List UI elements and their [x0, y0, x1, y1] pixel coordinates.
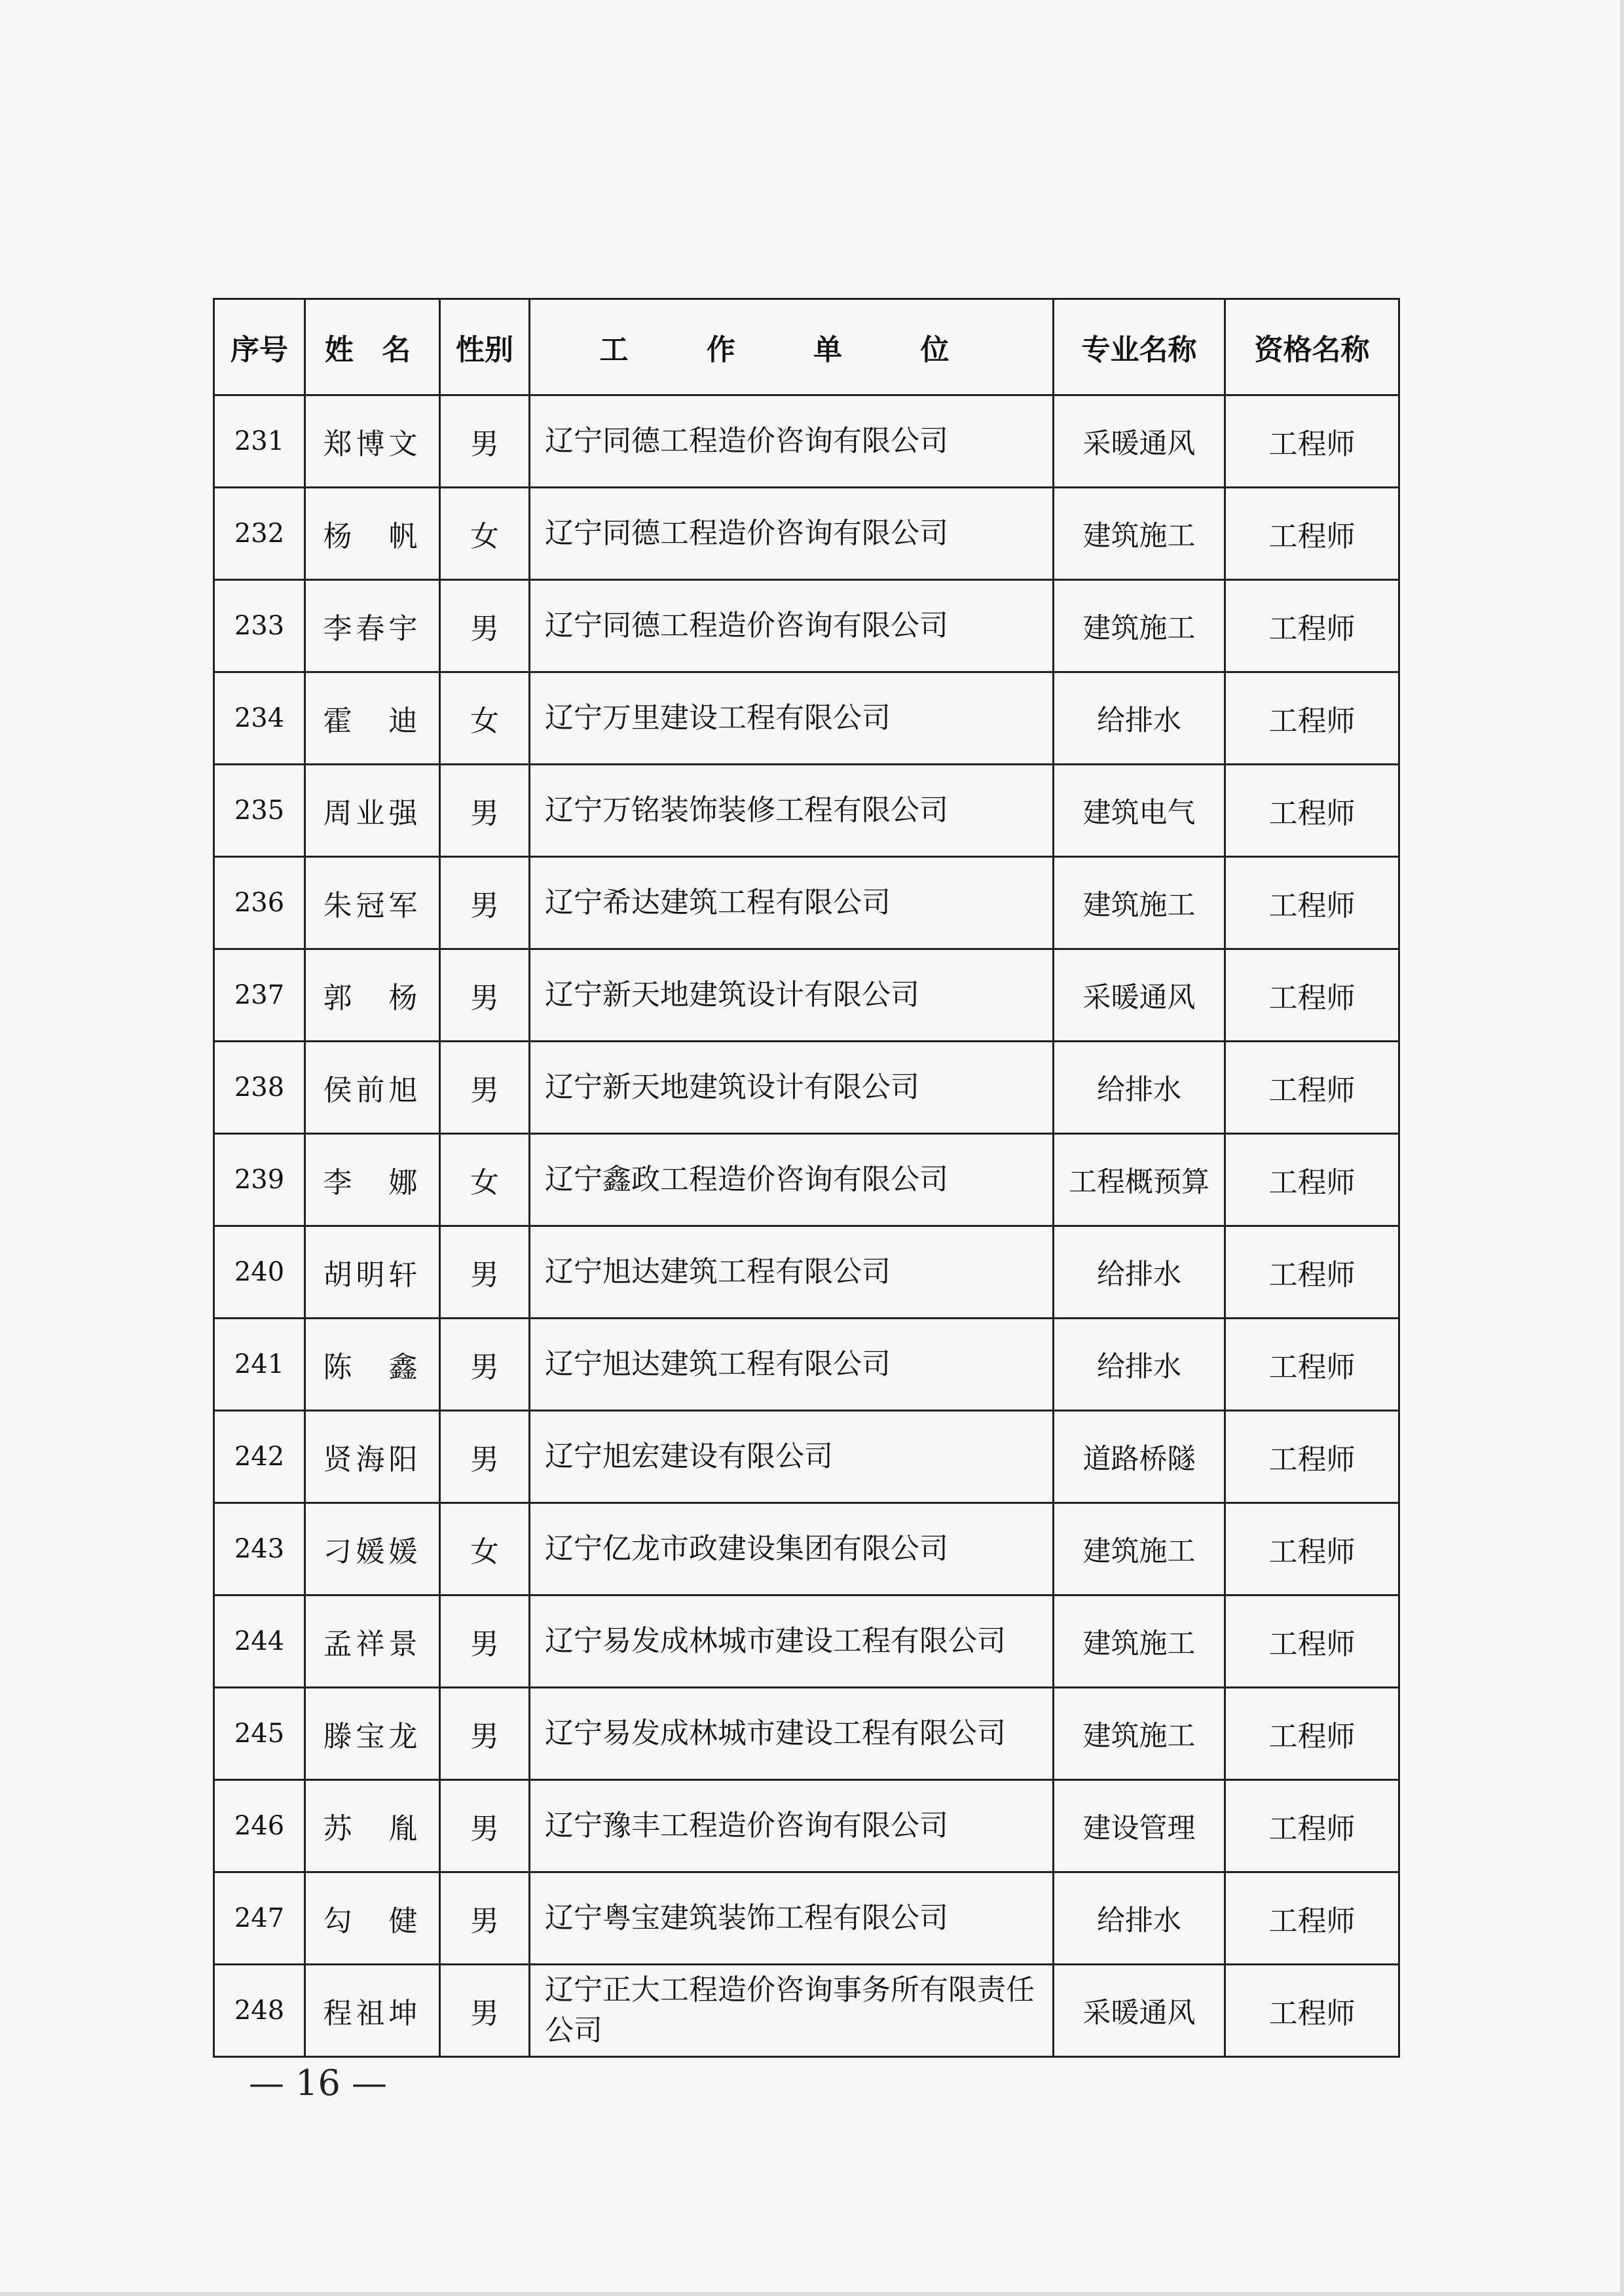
gender-cell: 男 — [440, 1319, 530, 1411]
qualification-cell: 工程师 — [1225, 580, 1399, 672]
table-row — [214, 488, 1399, 580]
serial-number-cell: 239 — [214, 1134, 305, 1226]
work-unit-cell: 辽宁同德工程造价咨询有限公司 — [530, 395, 1054, 488]
major-cell: 建筑施工 — [1054, 580, 1225, 672]
table-row — [214, 1965, 1399, 2057]
name-cell: 勾 健 — [305, 1872, 440, 1965]
header-gender: 性别 — [440, 299, 530, 395]
header-row — [214, 299, 1399, 395]
gender-cell: 女 — [440, 1503, 530, 1595]
major-cell: 建筑施工 — [1054, 488, 1225, 580]
table-row — [214, 1595, 1399, 1688]
qualification-cell: 工程师 — [1225, 1226, 1399, 1319]
major-cell: 建筑施工 — [1054, 1503, 1225, 1595]
header-serial-number: 序号 — [214, 299, 305, 395]
gender-cell: 男 — [440, 1872, 530, 1965]
work-unit-cell: 辽宁亿龙市政建设集团有限公司 — [530, 1503, 1054, 1595]
serial-number-cell: 243 — [214, 1503, 305, 1595]
page-number: — 16 — — [249, 2062, 388, 2104]
work-unit-cell: 辽宁新天地建筑设计有限公司 — [530, 949, 1054, 1042]
work-unit-cell: 辽宁同德工程造价咨询有限公司 — [530, 488, 1054, 580]
name-cell: 侯前旭 — [305, 1042, 440, 1134]
qualification-cell: 工程师 — [1225, 488, 1399, 580]
major-cell: 给排水 — [1054, 1042, 1225, 1134]
major-cell: 建筑施工 — [1054, 857, 1225, 949]
serial-number-cell: 246 — [214, 1780, 305, 1872]
header-qualification: 资格名称 — [1225, 299, 1399, 395]
work-unit-cell: 辽宁旭达建筑工程有限公司 — [530, 1226, 1054, 1319]
name-cell: 周业强 — [305, 765, 440, 857]
name-cell: 贤海阳 — [305, 1411, 440, 1503]
serial-number-cell: 247 — [214, 1872, 305, 1965]
table-row — [214, 1042, 1399, 1134]
major-cell: 给排水 — [1054, 1872, 1225, 1965]
table-row — [214, 1319, 1399, 1411]
header-major: 专业名称 — [1054, 299, 1225, 395]
name-cell: 滕宝龙 — [305, 1688, 440, 1780]
gender-cell: 男 — [440, 949, 530, 1042]
work-unit-cell: 辽宁旭宏建设有限公司 — [530, 1411, 1054, 1503]
work-unit-cell: 辽宁易发成林城市建设工程有限公司 — [530, 1688, 1054, 1780]
work-unit-cell: 辽宁易发成林城市建设工程有限公司 — [530, 1595, 1054, 1688]
qualification-cell: 工程师 — [1225, 1319, 1399, 1411]
serial-number-cell: 248 — [214, 1965, 305, 2057]
gender-cell: 男 — [440, 1042, 530, 1134]
gender-cell: 男 — [440, 765, 530, 857]
table-row — [214, 857, 1399, 949]
serial-number-cell: 235 — [214, 765, 305, 857]
table-row — [214, 580, 1399, 672]
qualification-cell: 工程师 — [1225, 1780, 1399, 1872]
major-cell: 给排水 — [1054, 672, 1225, 765]
name-cell: 陈 鑫 — [305, 1319, 440, 1411]
gender-cell: 男 — [440, 580, 530, 672]
serial-number-cell: 231 — [214, 395, 305, 488]
name-cell: 朱冠军 — [305, 857, 440, 949]
work-unit-cell: 辽宁正大工程造价咨询事务所有限责任公司 — [530, 1965, 1054, 2057]
name-cell: 程祖坤 — [305, 1965, 440, 2057]
work-unit-cell: 辽宁新天地建筑设计有限公司 — [530, 1042, 1054, 1134]
header-work-unit: 工 作 单 位 — [530, 299, 1054, 395]
serial-number-cell: 238 — [214, 1042, 305, 1134]
work-unit-cell: 辽宁同德工程造价咨询有限公司 — [530, 580, 1054, 672]
qualification-cell: 工程师 — [1225, 1042, 1399, 1134]
gender-cell: 男 — [440, 1226, 530, 1319]
serial-number-cell: 233 — [214, 580, 305, 672]
table-row — [214, 949, 1399, 1042]
qualification-cell: 工程师 — [1225, 395, 1399, 488]
qualification-cell: 工程师 — [1225, 1965, 1399, 2057]
gender-cell: 男 — [440, 1688, 530, 1780]
gender-cell: 女 — [440, 488, 530, 580]
qualification-cell: 工程师 — [1225, 949, 1399, 1042]
name-cell: 苏 胤 — [305, 1780, 440, 1872]
table-row — [214, 1780, 1399, 1872]
work-unit-cell: 辽宁旭达建筑工程有限公司 — [530, 1319, 1054, 1411]
serial-number-cell: 241 — [214, 1319, 305, 1411]
name-cell: 李 娜 — [305, 1134, 440, 1226]
gender-cell: 男 — [440, 395, 530, 488]
gender-cell: 男 — [440, 1780, 530, 1872]
table-row — [214, 765, 1399, 857]
serial-number-cell: 240 — [214, 1226, 305, 1319]
name-cell: 李春宇 — [305, 580, 440, 672]
table-row — [214, 672, 1399, 765]
serial-number-cell: 236 — [214, 857, 305, 949]
major-cell: 给排水 — [1054, 1319, 1225, 1411]
major-cell: 工程概预算 — [1054, 1134, 1225, 1226]
table-row — [214, 1226, 1399, 1319]
major-cell: 建筑施工 — [1054, 1688, 1225, 1780]
qualification-cell: 工程师 — [1225, 672, 1399, 765]
table-row — [214, 1872, 1399, 1965]
gender-cell: 男 — [440, 857, 530, 949]
qualification-cell: 工程师 — [1225, 1411, 1399, 1503]
serial-number-cell: 237 — [214, 949, 305, 1042]
major-cell: 道路桥隧 — [1054, 1411, 1225, 1503]
major-cell: 采暖通风 — [1054, 1965, 1225, 2057]
personnel-table — [213, 298, 1400, 2058]
name-cell: 杨 帆 — [305, 488, 440, 580]
qualification-cell: 工程师 — [1225, 1134, 1399, 1226]
gender-cell: 男 — [440, 1965, 530, 2057]
work-unit-cell: 辽宁鑫政工程造价咨询有限公司 — [530, 1134, 1054, 1226]
header-name: 姓 名 — [305, 299, 440, 395]
serial-number-cell: 242 — [214, 1411, 305, 1503]
serial-number-cell: 232 — [214, 488, 305, 580]
major-cell: 给排水 — [1054, 1226, 1225, 1319]
table-row — [214, 1503, 1399, 1595]
work-unit-cell: 辽宁希达建筑工程有限公司 — [530, 857, 1054, 949]
major-cell: 建设管理 — [1054, 1780, 1225, 1872]
work-unit-cell: 辽宁粤宝建筑装饰工程有限公司 — [530, 1872, 1054, 1965]
table-header — [214, 299, 1399, 395]
table-row — [214, 395, 1399, 488]
gender-cell: 女 — [440, 1134, 530, 1226]
major-cell: 采暖通风 — [1054, 395, 1225, 488]
major-cell: 建筑电气 — [1054, 765, 1225, 857]
name-cell: 孟祥景 — [305, 1595, 440, 1688]
table-row — [214, 1411, 1399, 1503]
name-cell: 刁媛媛 — [305, 1503, 440, 1595]
serial-number-cell: 244 — [214, 1595, 305, 1688]
gender-cell: 男 — [440, 1411, 530, 1503]
major-cell: 建筑施工 — [1054, 1595, 1225, 1688]
serial-number-cell: 245 — [214, 1688, 305, 1780]
work-unit-cell: 辽宁万铭装饰装修工程有限公司 — [530, 765, 1054, 857]
work-unit-cell: 辽宁万里建设工程有限公司 — [530, 672, 1054, 765]
qualification-cell: 工程师 — [1225, 1688, 1399, 1780]
qualification-cell: 工程师 — [1225, 765, 1399, 857]
qualification-cell: 工程师 — [1225, 857, 1399, 949]
work-unit-cell: 辽宁豫丰工程造价咨询有限公司 — [530, 1780, 1054, 1872]
qualification-cell: 工程师 — [1225, 1503, 1399, 1595]
name-cell: 郑博文 — [305, 395, 440, 488]
table-row — [214, 1688, 1399, 1780]
major-cell: 采暖通风 — [1054, 949, 1225, 1042]
gender-cell: 男 — [440, 1595, 530, 1688]
table-row — [214, 1134, 1399, 1226]
name-cell: 胡明轩 — [305, 1226, 440, 1319]
qualification-cell: 工程师 — [1225, 1595, 1399, 1688]
name-cell: 郭 杨 — [305, 949, 440, 1042]
serial-number-cell: 234 — [214, 672, 305, 765]
name-cell: 霍 迪 — [305, 672, 440, 765]
gender-cell: 女 — [440, 672, 530, 765]
qualification-cell: 工程师 — [1225, 1872, 1399, 1965]
table-body — [214, 395, 1399, 2057]
